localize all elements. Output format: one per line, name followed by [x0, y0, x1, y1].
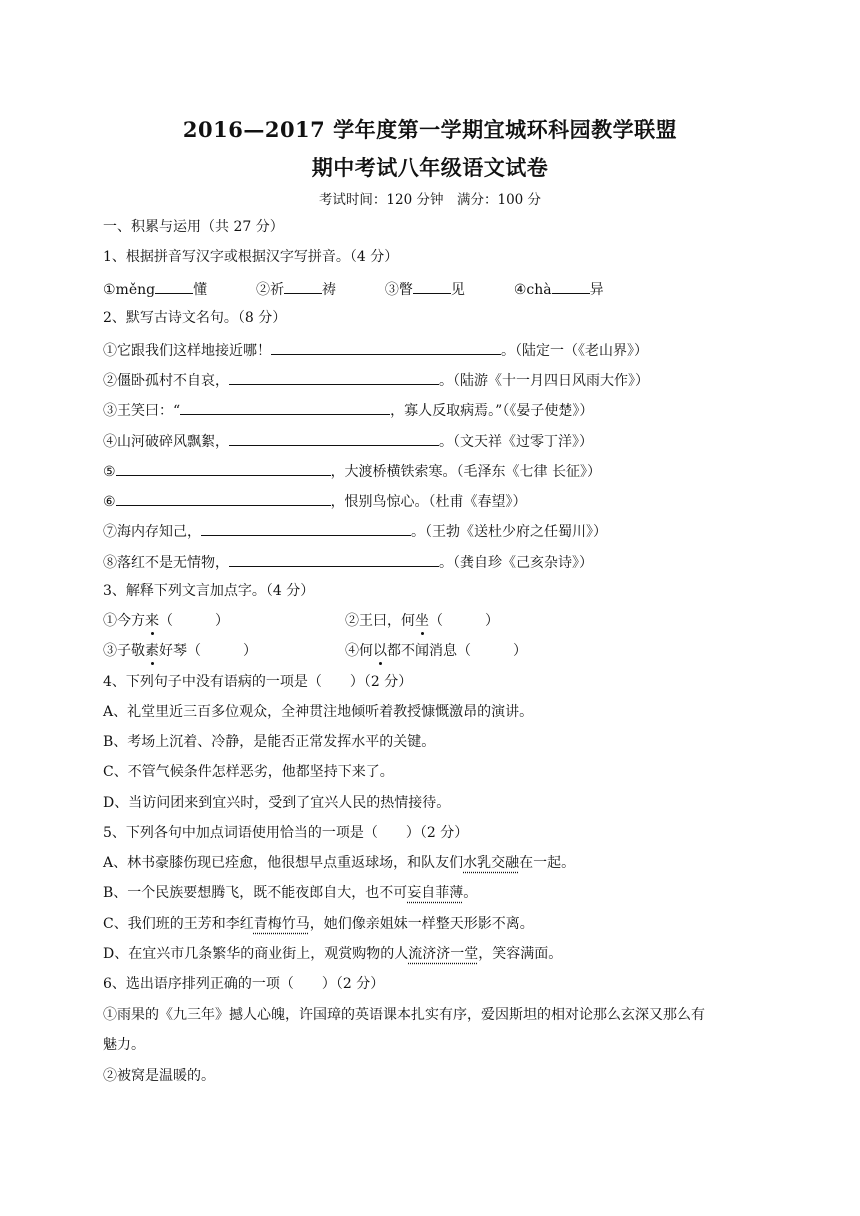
q3-row-2: [103, 641, 753, 661]
q5-dotted-phrase: 青梅竹马: [253, 916, 310, 932]
q1-stem: 1、根据拼音写汉字或根据汉字写拼音。（4 分）: [103, 249, 399, 265]
q5-option-a: A、林书豪膝伤现已痊愈，他很想早点重返球场，和队友们水乳交融在一起。: [103, 855, 576, 871]
q1-item-1: ①měng 懂: [103, 282, 207, 298]
q2-line-6: ⑥ ，恨别鸟惊心。（杜甫《春望》）: [103, 490, 527, 512]
q2-line-7: ⑦海内存知己， 。（王勃《送杜少府之任蜀川》）: [103, 520, 607, 542]
q6-line-3: ②被窝是温暖的。: [103, 1068, 215, 1084]
q1-items: [103, 278, 604, 300]
q3-item-2: ②王曰，何坐（ ）: [345, 613, 499, 629]
q2-line-4: ④山河破碎风飘絮， 。（文天祥《过零丁洋》）: [103, 430, 593, 452]
exam-info: 考试时间：120 分钟 满分：100 分: [318, 192, 542, 208]
q3-item-4: ④何以都不闻消息（ ）: [345, 643, 527, 659]
q2-line-8: ⑧落红不是无情物， 。（龚自珍《己亥杂诗》）: [103, 551, 593, 573]
q5-option-b: B、一个民族要想腾飞，既不能夜郎自大，也不可妄自菲薄。: [103, 885, 478, 901]
q2-line-5: ⑤ ，大渡桥横铁索寒。（毛泽东《七律 长征》）: [103, 460, 601, 482]
q5-stem: 5、下列各句中加点词语使用恰当的一项是（ ）（2 分）: [103, 825, 469, 841]
q5-dotted-phrase: 水乳交融: [463, 855, 520, 871]
q3-item-1: ①今方来（ ）: [103, 613, 229, 629]
q2-line-2: ②僵卧孤村不自哀， 。（陆游《十一月四日风雨大作》）: [103, 369, 649, 391]
q5-dotted-phrase: 妄自菲薄: [407, 885, 464, 901]
q6-stem: 6、选出语序排列正确的一项（ ）（2 分）: [103, 976, 385, 992]
exam-title-line1: 2016—2017 学年度第一学期宜城环科园教学联盟: [182, 117, 678, 142]
q4-option-c: C、不管气候条件怎样恶劣，他都坚持下来了。: [103, 764, 394, 780]
q4-option-a: A、礼堂里近三百多位观众，全神贯注地倾听着教授慷慨激昂的演讲。: [103, 704, 534, 720]
q2-stem: 2、默写古诗文名句。（8 分）: [103, 310, 287, 326]
q6-line-2: 魅力。: [103, 1037, 145, 1053]
q6-line-1: ①雨果的《九三年》撼人心魄，许国璋的英语课本扎实有序，爱因斯坦的相对论那么玄深又那么有: [103, 1007, 705, 1023]
q3-item-3: ③子敬素好琴（ ）: [103, 643, 257, 659]
q5-option-d: D、在宜兴市几条繁华的商业街上，观赏购物的人流济济一堂，笑容满面。: [103, 946, 563, 962]
q5-dotted-phrase: 流济济一堂: [408, 946, 479, 962]
section-heading: 一、积累与运用（共 27 分）: [103, 219, 284, 235]
q1-item-2: ②祈 祷: [256, 282, 336, 298]
q1-item-4: ④chà 异: [514, 282, 604, 298]
q2-line-1: ①它跟我们这样地接近哪！ 。（陆定一（《老山界》）: [103, 339, 648, 361]
q2-line-3: ③王笑曰：“ ，寡人反取病焉。”（《晏子使楚》）: [103, 399, 593, 421]
q4-option-b: B、考场上沉着、冷静，是能否正常发挥水平的关键。: [103, 734, 436, 750]
q4-stem: 4、下列句子中没有语病的一项是（ ）（2 分）: [103, 674, 413, 690]
exam-title-line2: 期中考试八年级语文试卷: [311, 155, 549, 180]
q3-row-1: [103, 611, 753, 631]
q3-stem: 3、解释下列文言加点字。（4 分）: [103, 583, 315, 599]
q5-option-c: C、我们班的王芳和李红青梅竹马，她们像亲姐妹一样整天形影不离。: [103, 916, 534, 932]
q4-option-d: D、当访问团来到宜兴时，受到了宜兴人民的热情接待。: [103, 795, 451, 811]
q1-item-3: ③瞥 见: [385, 282, 465, 298]
